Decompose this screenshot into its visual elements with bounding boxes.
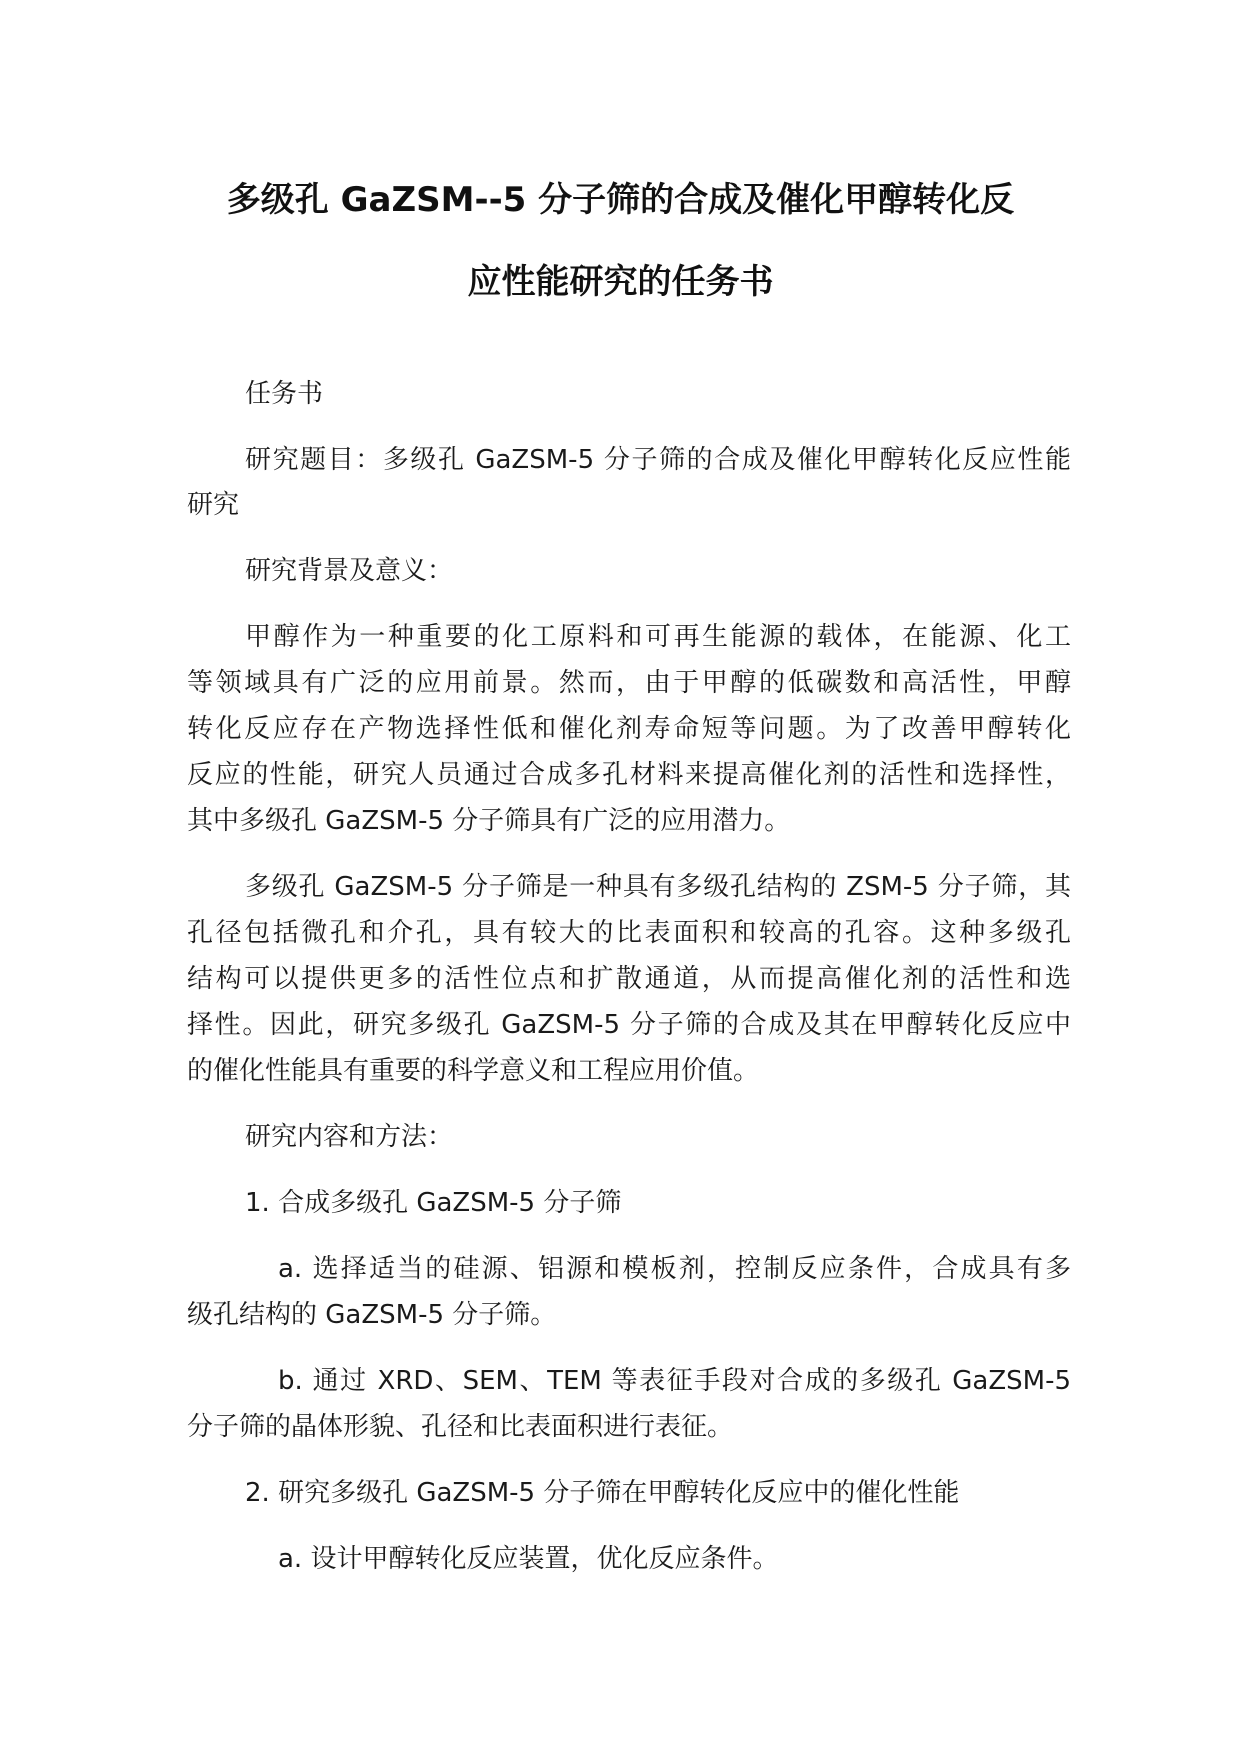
section-heading-background: 研究背景及意义：: [245, 556, 454, 586]
list-item-1: 1. 合成多级孔 GaZSM-5 分子筛: [245, 1188, 622, 1218]
section-label-task: 任务书: [245, 379, 324, 409]
research-topic-line: 研究: [187, 490, 240, 520]
paragraph-line: 其中多级孔 GaZSM-5 分子筛具有广泛的应用潜力。: [187, 806, 791, 836]
paragraph-line: 转化反应存在产物选择性低和催化剂寿命短等问题。为了改善甲醇转化: [187, 714, 1071, 744]
sub-item-1a: a. 选择适当的硅源、铝源和模板剂，控制反应条件，合成具有多: [278, 1254, 1071, 1284]
list-item-2: 2. 研究多级孔 GaZSM-5 分子筛在甲醇转化反应中的催化性能: [245, 1478, 960, 1508]
paragraph-line: 择性。因此，研究多级孔 GaZSM-5 分子筛的合成及其在甲醇转化反应中: [187, 1010, 1071, 1040]
paragraph-line: 等领域具有广泛的应用前景。然而，由于甲醇的低碳数和高活性，甲醇: [187, 668, 1071, 698]
section-heading-methods: 研究内容和方法：: [245, 1122, 454, 1152]
paragraph-line: 孔径包括微孔和介孔，具有较大的比表面积和较高的孔容。这种多级孔: [187, 918, 1071, 948]
paragraph-line: 结构可以提供更多的活性位点和扩散通道，从而提高催化剂的活性和选: [187, 964, 1071, 994]
sub-item-2a: a. 设计甲醇转化反应装置，优化反应条件。: [278, 1544, 779, 1574]
paragraph-line: 多级孔 GaZSM-5 分子筛是一种具有多级孔结构的 ZSM-5 分子筛，其: [245, 872, 1071, 902]
sub-item-1b: b. 通过 XRD、SEM、TEM 等表征手段对合成的多级孔 GaZSM-5: [278, 1366, 1071, 1396]
sub-item-1b: 分子筛的晶体形貌、孔径和比表面积进行表征。: [187, 1412, 734, 1442]
document-title-line-1: 多级孔 GaZSM--5 分子筛的合成及催化甲醇转化反: [226, 180, 1015, 220]
research-topic-line: 研究题目：多级孔 GaZSM-5 分子筛的合成及催化甲醇转化反应性能: [245, 445, 1071, 475]
paragraph-line: 甲醇作为一种重要的化工原料和可再生能源的载体，在能源、化工: [245, 622, 1071, 652]
sub-item-1a: 级孔结构的 GaZSM-5 分子筛。: [187, 1300, 557, 1330]
paragraph-line: 反应的性能，研究人员通过合成多孔材料来提高催化剂的活性和选择性，: [187, 760, 1071, 790]
document-title-line-2: 应性能研究的任务书: [467, 262, 774, 302]
paragraph-line: 的催化性能具有重要的科学意义和工程应用价值。: [187, 1056, 760, 1086]
